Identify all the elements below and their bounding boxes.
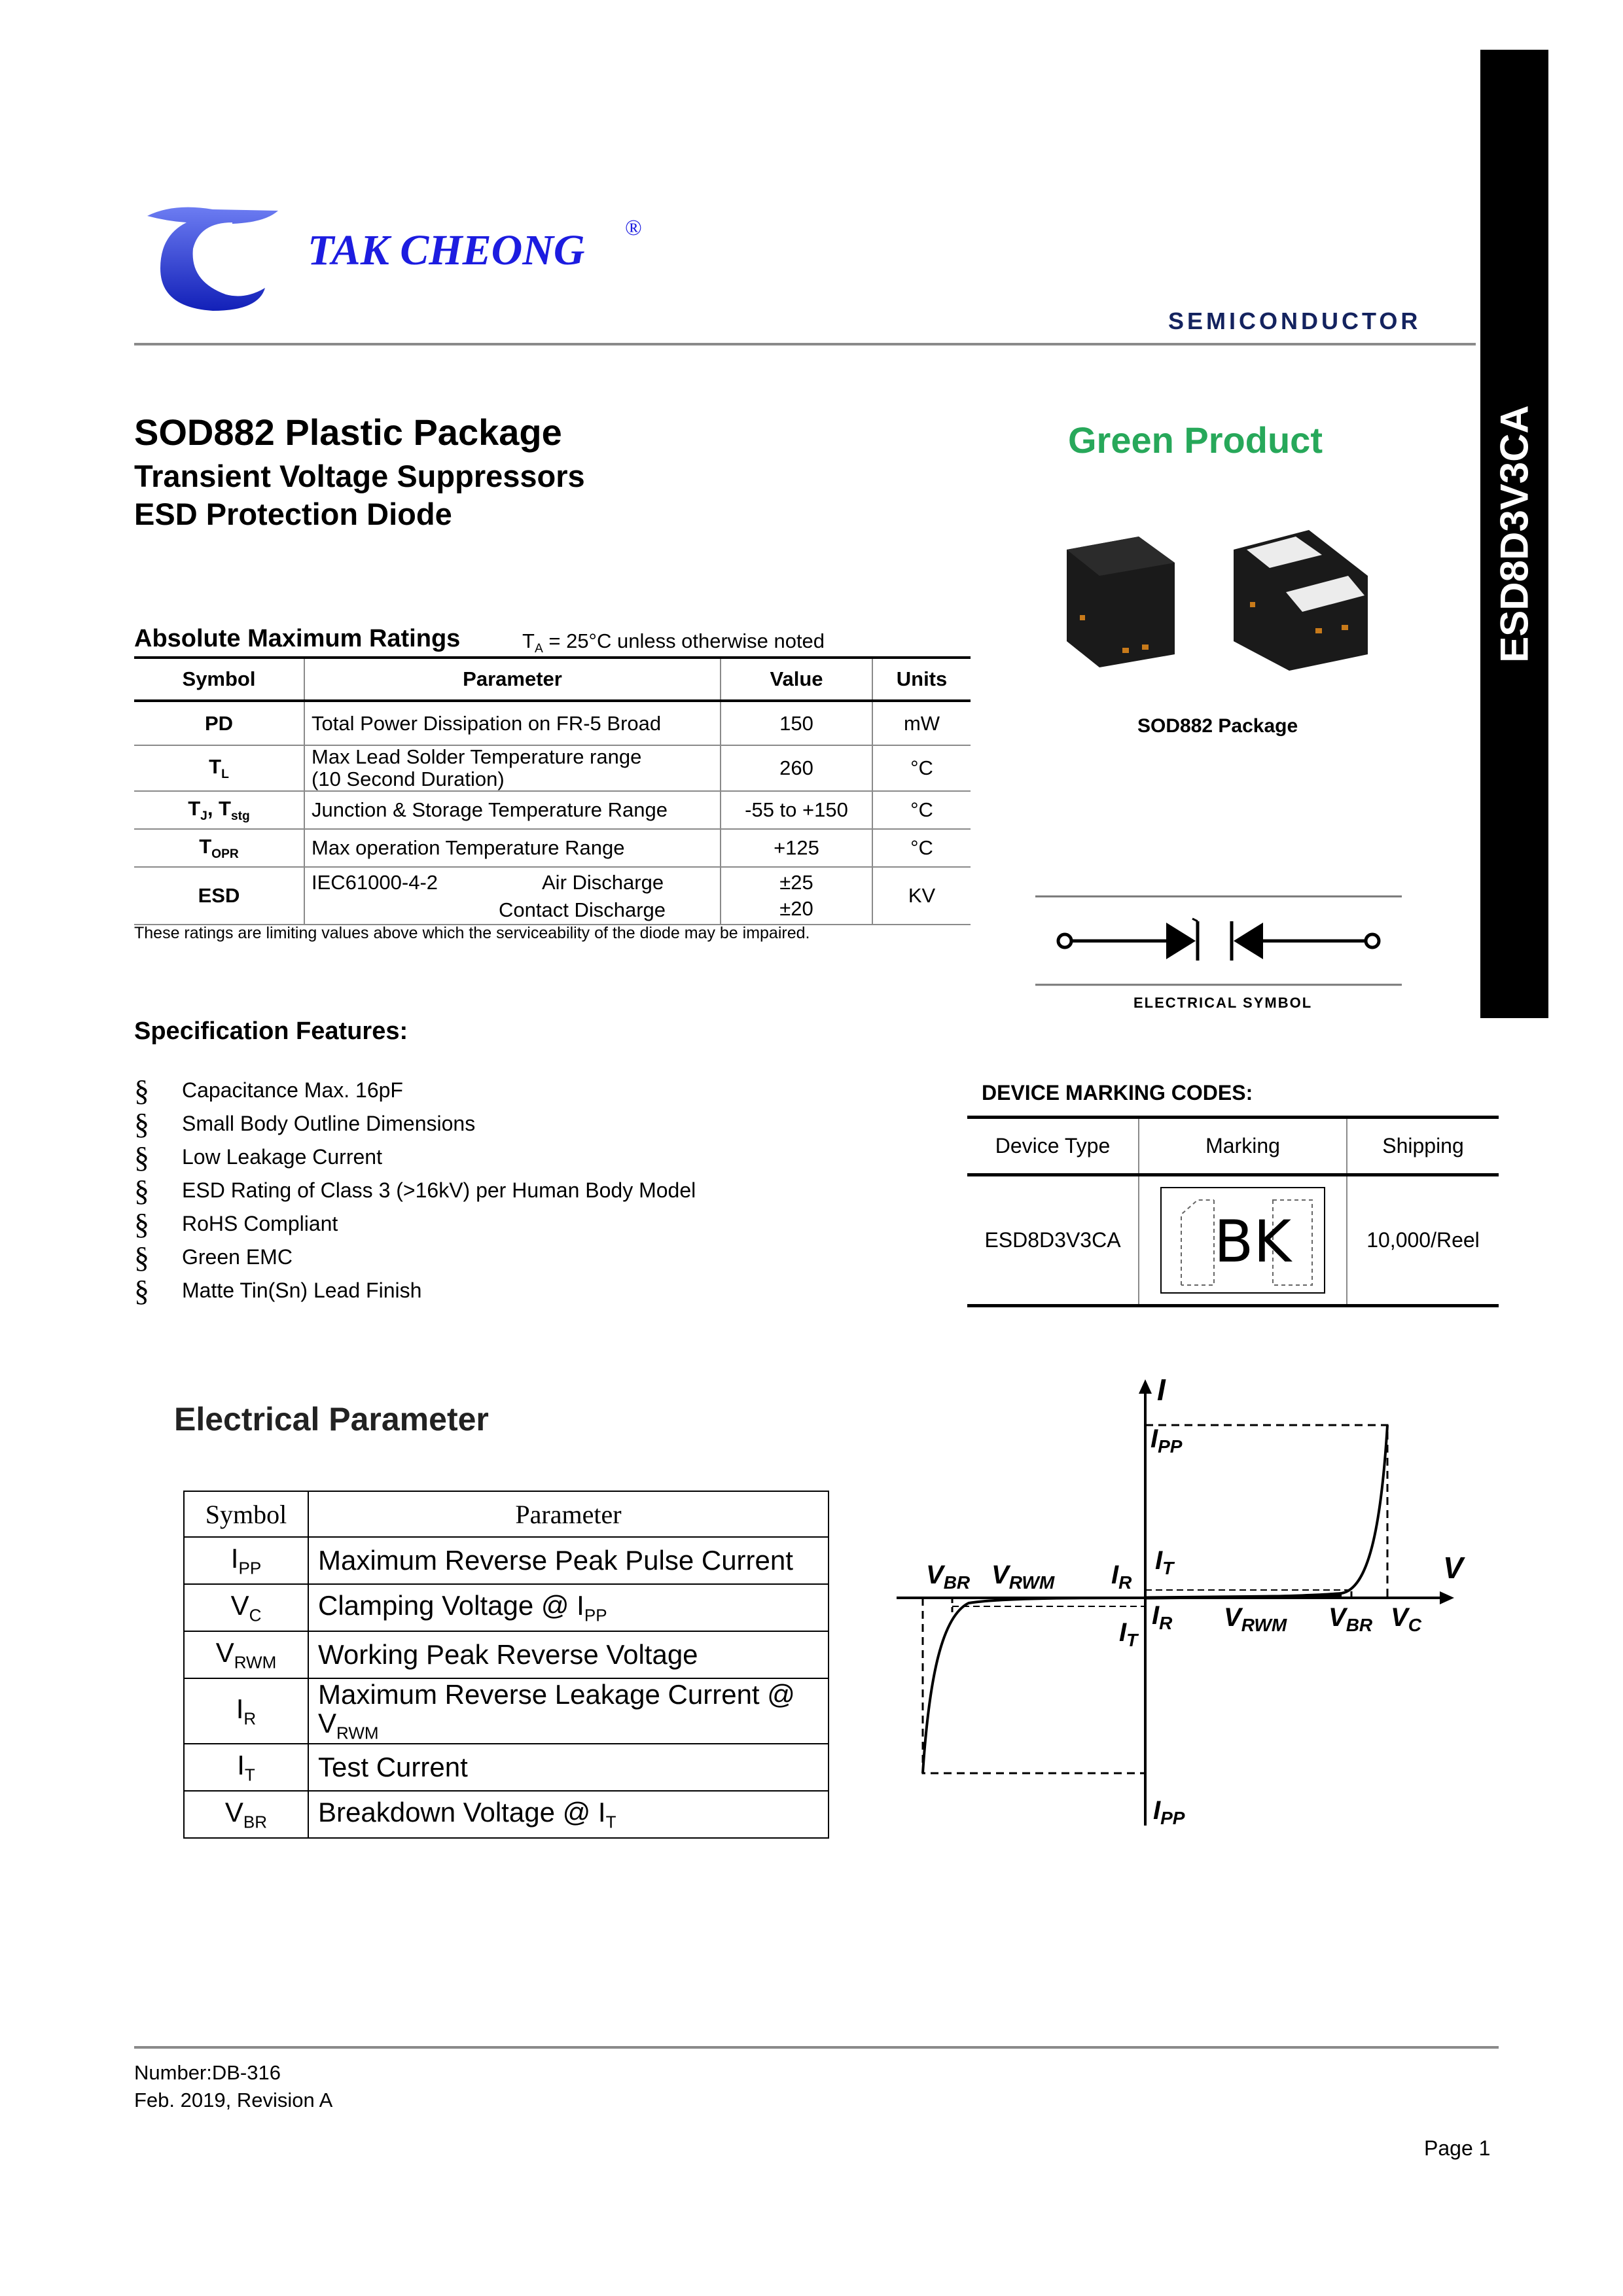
iv-characteristic-diagram: [883, 1368, 1463, 1839]
vbr-left-label: $V_{BR}$: [926, 1561, 971, 1593]
marking-cell: [1139, 1175, 1347, 1306]
spec-features-title: Specification Features:: [134, 1017, 408, 1045]
value-cell: ±25 ±20: [721, 867, 872, 925]
units-cell: °C: [872, 745, 971, 791]
param-cell: IEC61000-4-2 Air Discharge Contact Discharge: [304, 867, 721, 925]
electrical-symbol-image: [1035, 890, 1408, 1021]
table-row: [134, 867, 971, 925]
sod882-package-image: [1060, 523, 1400, 680]
symbol-cell: $V_{RWM}$: [184, 1631, 308, 1678]
header-shipping: Shipping: [1347, 1118, 1499, 1175]
bullet-icon: §: [134, 1207, 149, 1241]
sidebar-part-number: ESD8D3V3CA: [1492, 405, 1537, 663]
marking-diagram: [1160, 1187, 1325, 1294]
symbol-cell: $I_R$: [184, 1678, 308, 1744]
symbol-cell: $V_{BR}$: [184, 1791, 308, 1838]
marking-codes-title: DEVICE MARKING CODES:: [982, 1081, 1253, 1104]
bullet-icon: §: [134, 1274, 149, 1307]
param-cell: Clamping Voltage @ $I_{PP}$: [308, 1584, 829, 1631]
header-value: Value: [721, 658, 872, 701]
table-row: [184, 1537, 829, 1584]
part-number-sidebar: [1480, 50, 1548, 1018]
param-cell: Working Peak Reverse Voltage: [308, 1631, 829, 1678]
param-cell: Max Lead Solder Temperature range (10 Second Duration): [304, 745, 721, 791]
axis-v-label: V: [1443, 1551, 1463, 1585]
bullet-icon: §: [134, 1174, 149, 1207]
green-product-label: Green Product: [1068, 419, 1323, 461]
vbr-right-label: $V_{BR}$: [1329, 1603, 1373, 1635]
brand-name: TAK CHEONG: [308, 226, 585, 274]
symbol-cell: PD: [134, 701, 304, 745]
param-cell: Total Power Dissipation on FR-5 Broad: [304, 701, 721, 745]
table-row: [967, 1175, 1499, 1306]
value-cell: +125: [721, 829, 872, 867]
symbol-cell: $T_L$: [134, 745, 304, 791]
it-top-label: $I_T$: [1155, 1546, 1174, 1578]
bullet-icon: §: [134, 1074, 149, 1107]
header-symbol: Symbol: [134, 658, 304, 701]
division-label: SEMICONDUCTOR: [1168, 308, 1421, 334]
abs-max-note: These ratings are limiting values above which the serviceability of the diode may be impaired.: [134, 924, 810, 942]
table-header-row: [967, 1118, 1499, 1175]
param-cell: Junction & Storage Temperature Range: [304, 791, 721, 829]
table-row: [134, 701, 971, 745]
electrical-parameter-title: Electrical Parameter: [174, 1401, 489, 1438]
symbol-cell: $I_{PP}$: [184, 1537, 308, 1584]
value-cell: -55 to +150: [721, 791, 872, 829]
header-device-type: Device Type: [967, 1118, 1139, 1175]
electrical-parameter-table: [183, 1491, 829, 1839]
header-parameter: Parameter: [308, 1491, 829, 1537]
param-cell: Test Current: [308, 1744, 829, 1791]
param-cell: Maximum Reverse Leakage Current @ $V_{RWM}$: [308, 1678, 829, 1744]
vrwm-right-label: $V_{RWM}$: [1224, 1603, 1287, 1635]
table-row: [184, 1584, 829, 1631]
units-cell: KV: [872, 867, 971, 925]
marking-code: BK: [1214, 1208, 1292, 1275]
device-type-cell: ESD8D3V3CA: [967, 1175, 1139, 1306]
param-cell: Max operation Temperature Range: [304, 829, 721, 867]
header-symbol: Symbol: [184, 1491, 308, 1537]
footer-divider: [134, 2046, 1499, 2049]
document-number: Number:DB-316: [134, 2061, 281, 2084]
units-cell: mW: [872, 701, 971, 745]
table-row: [184, 1791, 829, 1838]
ir-left-label: $I_R$: [1111, 1561, 1132, 1593]
axis-i-label: I: [1157, 1373, 1166, 1407]
value-cell: 150: [721, 701, 872, 745]
param-cell: Maximum Reverse Peak Pulse Current: [308, 1537, 829, 1584]
marking-codes-table: [967, 1116, 1499, 1307]
symbol-cell: $T_{OPR}$: [134, 829, 304, 867]
bullet-icon: §: [134, 1140, 149, 1174]
vrwm-left-label: $V_{RWM}$: [991, 1561, 1055, 1593]
abs-max-title: Absolute Maximum Ratings: [134, 625, 461, 652]
symbol-cell: ESD: [134, 867, 304, 925]
vc-right-label: $V_C$: [1391, 1603, 1421, 1635]
ipp-top-label: $I_{PP}$: [1150, 1424, 1183, 1457]
header-units: Units: [872, 658, 971, 701]
bullet-icon: §: [134, 1107, 149, 1140]
units-cell: °C: [872, 829, 971, 867]
registered-mark: ®: [625, 216, 642, 240]
table-header-row: [184, 1491, 829, 1537]
table-row: [184, 1631, 829, 1678]
ir-right-label: $I_R$: [1152, 1601, 1173, 1633]
revision-date: Feb. 2019, Revision A: [134, 2089, 333, 2111]
tak-cheong-logo: [134, 196, 291, 314]
abs-max-table: [134, 656, 971, 925]
bullet-icon: §: [134, 1241, 149, 1274]
shipping-cell: 10,000/Reel: [1347, 1175, 1499, 1306]
package-title: SOD882 Plastic Package: [134, 412, 562, 453]
table-header-row: [134, 658, 971, 701]
header-parameter: Parameter: [304, 658, 721, 701]
package-caption: SOD882 Package: [1137, 715, 1298, 737]
header-divider: [134, 343, 1476, 345]
symbol-cell: $T_J$, $T_{stg}$: [134, 791, 304, 829]
header-marking: Marking: [1139, 1118, 1347, 1175]
table-row: [134, 829, 971, 867]
subtitle-esd: ESD Protection Diode: [134, 497, 452, 531]
subtitle-tvs: Transient Voltage Suppressors: [134, 459, 585, 493]
table-row: [134, 791, 971, 829]
it-bottom-label: $I_T$: [1119, 1618, 1138, 1650]
ipp-bottom-label: $I_{PP}$: [1153, 1796, 1185, 1828]
symbol-cell: $I_T$: [184, 1744, 308, 1791]
symbol-cell: $V_C$: [184, 1584, 308, 1631]
table-row: [184, 1744, 829, 1791]
units-cell: °C: [872, 791, 971, 829]
abs-max-condition: $T_A = 25^\circ C$ unless otherwise noted: [522, 629, 825, 656]
value-cell: 260: [721, 745, 872, 791]
table-row: [184, 1678, 829, 1744]
param-cell: Breakdown Voltage @ $I_T$: [308, 1791, 829, 1838]
page-number: Page 1: [1424, 2136, 1491, 2160]
table-row: [134, 745, 971, 791]
electrical-symbol-caption: ELECTRICAL SYMBOL: [1133, 995, 1313, 1011]
